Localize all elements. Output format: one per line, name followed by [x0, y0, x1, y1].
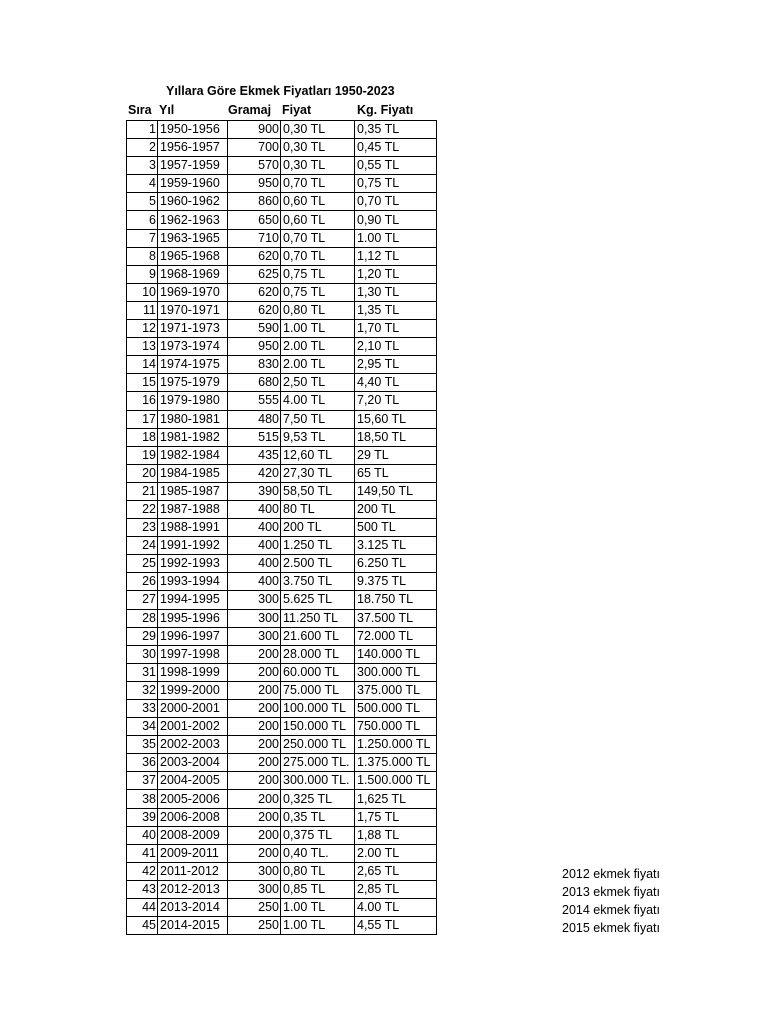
- sira-cell: 36: [127, 754, 158, 772]
- kg-fiyati-cell: 29 TL: [355, 446, 437, 464]
- sira-cell: 12: [127, 320, 158, 338]
- yil-cell: 1968-1969: [158, 265, 228, 283]
- sira-cell: 45: [127, 917, 158, 935]
- table-row: [127, 410, 437, 428]
- kg-fiyati-cell: 200 TL: [355, 500, 437, 518]
- yil-cell: 1969-1970: [158, 283, 228, 301]
- gramaj-cell: 555: [228, 392, 281, 410]
- gramaj-cell: 570: [228, 157, 281, 175]
- gramaj-cell: 250: [228, 899, 281, 917]
- fiyat-cell: 200 TL: [281, 519, 355, 537]
- kg-fiyati-cell: 2,65 TL: [355, 862, 437, 880]
- fiyat-cell: 275.000 TL.: [281, 754, 355, 772]
- fiyat-cell: 0,80 TL: [281, 862, 355, 880]
- yil-cell: 1959-1960: [158, 175, 228, 193]
- fiyat-cell: 7,50 TL: [281, 410, 355, 428]
- kg-fiyati-cell: 0,90 TL: [355, 211, 437, 229]
- fiyat-cell: 0,60 TL: [281, 193, 355, 211]
- table-row: [127, 428, 437, 446]
- table-row: [127, 609, 437, 627]
- table-row: [127, 338, 437, 356]
- table-row: [127, 392, 437, 410]
- sira-cell: 34: [127, 718, 158, 736]
- table-row: [127, 772, 437, 790]
- kg-fiyati-cell: 140.000 TL: [355, 645, 437, 663]
- gramaj-cell: 200: [228, 826, 281, 844]
- sira-cell: 42: [127, 862, 158, 880]
- kg-fiyati-cell: 1,625 TL: [355, 790, 437, 808]
- fiyat-cell: 0,30 TL: [281, 157, 355, 175]
- yil-cell: 1984-1985: [158, 464, 228, 482]
- gramaj-cell: 620: [228, 283, 281, 301]
- sira-cell: 43: [127, 880, 158, 898]
- kg-fiyati-cell: 4,55 TL: [355, 917, 437, 935]
- fiyat-cell: 150.000 TL: [281, 718, 355, 736]
- sira-cell: 1: [127, 121, 158, 139]
- gramaj-cell: 620: [228, 301, 281, 319]
- sira-cell: 4: [127, 175, 158, 193]
- table-row: [127, 880, 437, 898]
- gramaj-cell: 420: [228, 464, 281, 482]
- fiyat-cell: 0,35 TL: [281, 808, 355, 826]
- yil-cell: 1987-1988: [158, 500, 228, 518]
- sira-cell: 31: [127, 663, 158, 681]
- kg-fiyati-cell: 37.500 TL: [355, 609, 437, 627]
- gramaj-cell: 950: [228, 175, 281, 193]
- sira-cell: 28: [127, 609, 158, 627]
- sira-cell: 5: [127, 193, 158, 211]
- yil-cell: 1971-1973: [158, 320, 228, 338]
- table-row: [127, 808, 437, 826]
- sira-cell: 38: [127, 790, 158, 808]
- fiyat-cell: 0,80 TL: [281, 301, 355, 319]
- gramaj-cell: 200: [228, 844, 281, 862]
- note-2012: 2012 ekmek fiyatı: [562, 867, 660, 881]
- fiyat-cell: 0,70 TL: [281, 247, 355, 265]
- gramaj-cell: 200: [228, 681, 281, 699]
- sira-cell: 24: [127, 537, 158, 555]
- gramaj-cell: 620: [228, 247, 281, 265]
- fiyat-cell: 27,30 TL: [281, 464, 355, 482]
- fiyat-cell: 0,60 TL: [281, 211, 355, 229]
- fiyat-cell: 28.000 TL: [281, 645, 355, 663]
- kg-fiyati-cell: 72.000 TL: [355, 627, 437, 645]
- gramaj-cell: 200: [228, 790, 281, 808]
- fiyat-cell: 3.750 TL: [281, 573, 355, 591]
- yil-cell: 1994-1995: [158, 591, 228, 609]
- kg-fiyati-cell: 18.750 TL: [355, 591, 437, 609]
- yil-cell: 2014-2015: [158, 917, 228, 935]
- gramaj-cell: 200: [228, 754, 281, 772]
- fiyat-cell: 2,50 TL: [281, 374, 355, 392]
- table-row: [127, 826, 437, 844]
- table-row: [127, 374, 437, 392]
- yil-cell: 1973-1974: [158, 338, 228, 356]
- sira-cell: 10: [127, 283, 158, 301]
- sira-cell: 13: [127, 338, 158, 356]
- yil-cell: 1998-1999: [158, 663, 228, 681]
- kg-fiyati-cell: 1,70 TL: [355, 320, 437, 338]
- yil-cell: 1979-1980: [158, 392, 228, 410]
- sira-cell: 20: [127, 464, 158, 482]
- gramaj-cell: 300: [228, 609, 281, 627]
- yil-cell: 2001-2002: [158, 718, 228, 736]
- table-row: [127, 301, 437, 319]
- yil-cell: 2003-2004: [158, 754, 228, 772]
- header-gramaj: Gramaj: [228, 103, 272, 117]
- yil-cell: 1985-1987: [158, 482, 228, 500]
- kg-fiyati-cell: 0,35 TL: [355, 121, 437, 139]
- kg-fiyati-cell: 1,35 TL: [355, 301, 437, 319]
- table-row: [127, 627, 437, 645]
- table-row: [127, 844, 437, 862]
- sira-cell: 39: [127, 808, 158, 826]
- kg-fiyati-cell: 1.00 TL: [355, 229, 437, 247]
- gramaj-cell: 300: [228, 627, 281, 645]
- gramaj-cell: 680: [228, 374, 281, 392]
- table-row: [127, 175, 437, 193]
- kg-fiyati-cell: 500 TL: [355, 519, 437, 537]
- note-2013: 2013 ekmek fiyatı: [562, 885, 660, 899]
- table-row: [127, 500, 437, 518]
- table-row: [127, 482, 437, 500]
- fiyat-cell: 9,53 TL: [281, 428, 355, 446]
- fiyat-cell: 1.00 TL: [281, 917, 355, 935]
- yil-cell: 1997-1998: [158, 645, 228, 663]
- fiyat-cell: 2.500 TL: [281, 555, 355, 573]
- sira-cell: 9: [127, 265, 158, 283]
- fiyat-cell: 100.000 TL: [281, 700, 355, 718]
- table-row: [127, 211, 437, 229]
- kg-fiyati-cell: 2,95 TL: [355, 356, 437, 374]
- gramaj-cell: 435: [228, 446, 281, 464]
- kg-fiyati-cell: 149,50 TL: [355, 482, 437, 500]
- sira-cell: 15: [127, 374, 158, 392]
- kg-fiyati-cell: 15,60 TL: [355, 410, 437, 428]
- fiyat-cell: 60.000 TL: [281, 663, 355, 681]
- gramaj-cell: 250: [228, 917, 281, 935]
- table-row: [127, 700, 437, 718]
- sira-cell: 7: [127, 229, 158, 247]
- fiyat-cell: 21.600 TL: [281, 627, 355, 645]
- yil-cell: 1963-1965: [158, 229, 228, 247]
- fiyat-cell: 4.00 TL: [281, 392, 355, 410]
- yil-cell: 1960-1962: [158, 193, 228, 211]
- fiyat-cell: 0,75 TL: [281, 265, 355, 283]
- gramaj-cell: 480: [228, 410, 281, 428]
- kg-fiyati-cell: 18,50 TL: [355, 428, 437, 446]
- yil-cell: 1991-1992: [158, 537, 228, 555]
- fiyat-cell: 5.625 TL: [281, 591, 355, 609]
- yil-cell: 1981-1982: [158, 428, 228, 446]
- fiyat-cell: 0,85 TL: [281, 880, 355, 898]
- fiyat-cell: 2.00 TL: [281, 338, 355, 356]
- gramaj-cell: 625: [228, 265, 281, 283]
- fiyat-cell: 0,30 TL: [281, 139, 355, 157]
- sira-cell: 27: [127, 591, 158, 609]
- gramaj-cell: 400: [228, 555, 281, 573]
- yil-cell: 2013-2014: [158, 899, 228, 917]
- table-row: [127, 718, 437, 736]
- gramaj-cell: 950: [228, 338, 281, 356]
- fiyat-cell: 58,50 TL: [281, 482, 355, 500]
- page-title: Yıllara Göre Ekmek Fiyatları 1950-2023: [166, 84, 395, 98]
- table-row: [127, 754, 437, 772]
- gramaj-cell: 200: [228, 736, 281, 754]
- sira-cell: 33: [127, 700, 158, 718]
- yil-cell: 1956-1957: [158, 139, 228, 157]
- yil-cell: 1957-1959: [158, 157, 228, 175]
- sira-cell: 40: [127, 826, 158, 844]
- yil-cell: 1993-1994: [158, 573, 228, 591]
- yil-cell: 2000-2001: [158, 700, 228, 718]
- kg-fiyati-cell: 375.000 TL: [355, 681, 437, 699]
- yil-cell: 2009-2011: [158, 844, 228, 862]
- gramaj-cell: 200: [228, 700, 281, 718]
- sira-cell: 44: [127, 899, 158, 917]
- table-row: [127, 862, 437, 880]
- table-row: [127, 917, 437, 935]
- header-kg-fiyati: Kg. Fiyatı: [357, 103, 414, 117]
- kg-fiyati-cell: 9.375 TL: [355, 573, 437, 591]
- gramaj-cell: 590: [228, 320, 281, 338]
- yil-cell: 1965-1968: [158, 247, 228, 265]
- table-row: [127, 446, 437, 464]
- table-row: [127, 591, 437, 609]
- gramaj-cell: 400: [228, 573, 281, 591]
- sira-cell: 17: [127, 410, 158, 428]
- table-row: [127, 899, 437, 917]
- fiyat-cell: 0,70 TL: [281, 229, 355, 247]
- gramaj-cell: 400: [228, 500, 281, 518]
- yil-cell: 2011-2012: [158, 862, 228, 880]
- yil-cell: 1980-1981: [158, 410, 228, 428]
- gramaj-cell: 700: [228, 139, 281, 157]
- fiyat-cell: 300.000 TL.: [281, 772, 355, 790]
- yil-cell: 2004-2005: [158, 772, 228, 790]
- gramaj-cell: 390: [228, 482, 281, 500]
- table-row: [127, 537, 437, 555]
- sira-cell: 32: [127, 681, 158, 699]
- sira-cell: 30: [127, 645, 158, 663]
- sira-cell: 6: [127, 211, 158, 229]
- fiyat-cell: 1.250 TL: [281, 537, 355, 555]
- gramaj-cell: 400: [228, 519, 281, 537]
- gramaj-cell: 300: [228, 862, 281, 880]
- fiyat-cell: 250.000 TL: [281, 736, 355, 754]
- table-row: [127, 736, 437, 754]
- kg-fiyati-cell: 1,30 TL: [355, 283, 437, 301]
- gramaj-cell: 900: [228, 121, 281, 139]
- fiyat-cell: 0,75 TL: [281, 283, 355, 301]
- sira-cell: 29: [127, 627, 158, 645]
- gramaj-cell: 300: [228, 880, 281, 898]
- fiyat-cell: 2.00 TL: [281, 356, 355, 374]
- kg-fiyati-cell: 6.250 TL: [355, 555, 437, 573]
- kg-fiyati-cell: 750.000 TL: [355, 718, 437, 736]
- gramaj-cell: 200: [228, 663, 281, 681]
- gramaj-cell: 860: [228, 193, 281, 211]
- table-row: [127, 157, 437, 175]
- table-row: [127, 229, 437, 247]
- sira-cell: 26: [127, 573, 158, 591]
- sira-cell: 37: [127, 772, 158, 790]
- yil-cell: 1950-1956: [158, 121, 228, 139]
- fiyat-cell: 1.00 TL: [281, 899, 355, 917]
- sira-cell: 2: [127, 139, 158, 157]
- kg-fiyati-cell: 1.375.000 TL: [355, 754, 437, 772]
- table-row: [127, 121, 437, 139]
- sira-cell: 23: [127, 519, 158, 537]
- kg-fiyati-cell: 0,45 TL: [355, 139, 437, 157]
- sira-cell: 19: [127, 446, 158, 464]
- yil-cell: 1995-1996: [158, 609, 228, 627]
- kg-fiyati-cell: 1,20 TL: [355, 265, 437, 283]
- fiyat-cell: 1.00 TL: [281, 320, 355, 338]
- gramaj-cell: 200: [228, 718, 281, 736]
- kg-fiyati-cell: 0,75 TL: [355, 175, 437, 193]
- table-row: [127, 320, 437, 338]
- gramaj-cell: 300: [228, 591, 281, 609]
- table-row: [127, 193, 437, 211]
- kg-fiyati-cell: 1,75 TL: [355, 808, 437, 826]
- sira-cell: 11: [127, 301, 158, 319]
- kg-fiyati-cell: 1.500.000 TL: [355, 772, 437, 790]
- table-row: [127, 573, 437, 591]
- sira-cell: 21: [127, 482, 158, 500]
- yil-cell: 2005-2006: [158, 790, 228, 808]
- kg-fiyati-cell: 4.00 TL: [355, 899, 437, 917]
- fiyat-cell: 0,375 TL: [281, 826, 355, 844]
- gramaj-cell: 515: [228, 428, 281, 446]
- table-row: [127, 663, 437, 681]
- fiyat-cell: 75.000 TL: [281, 681, 355, 699]
- header-fiyat: Fiyat: [282, 103, 312, 117]
- table-row: [127, 464, 437, 482]
- kg-fiyati-cell: 3.125 TL: [355, 537, 437, 555]
- yil-cell: 2006-2008: [158, 808, 228, 826]
- kg-fiyati-cell: 300.000 TL: [355, 663, 437, 681]
- yil-cell: 2012-2013: [158, 880, 228, 898]
- fiyat-cell: 12,60 TL: [281, 446, 355, 464]
- fiyat-cell: 0,40 TL.: [281, 844, 355, 862]
- sira-cell: 3: [127, 157, 158, 175]
- header-sira: Sıra: [128, 103, 152, 117]
- kg-fiyati-cell: 65 TL: [355, 464, 437, 482]
- kg-fiyati-cell: 0,70 TL: [355, 193, 437, 211]
- yil-cell: 2008-2009: [158, 826, 228, 844]
- sira-cell: 16: [127, 392, 158, 410]
- kg-fiyati-cell: 7,20 TL: [355, 392, 437, 410]
- table-row: [127, 681, 437, 699]
- sira-cell: 14: [127, 356, 158, 374]
- gramaj-cell: 830: [228, 356, 281, 374]
- fiyat-cell: 0,325 TL: [281, 790, 355, 808]
- fiyat-cell: 0,30 TL: [281, 121, 355, 139]
- note-2014: 2014 ekmek fiyatı: [562, 903, 660, 917]
- table-row: [127, 139, 437, 157]
- yil-cell: 1999-2000: [158, 681, 228, 699]
- fiyat-cell: 0,70 TL: [281, 175, 355, 193]
- yil-cell: 1996-1997: [158, 627, 228, 645]
- gramaj-cell: 650: [228, 211, 281, 229]
- table-row: [127, 265, 437, 283]
- table-row: [127, 555, 437, 573]
- table-row: [127, 519, 437, 537]
- kg-fiyati-cell: 1,12 TL: [355, 247, 437, 265]
- header-yil: Yıl: [159, 103, 175, 117]
- yil-cell: 1975-1979: [158, 374, 228, 392]
- kg-fiyati-cell: 1.250.000 TL: [355, 736, 437, 754]
- sira-cell: 25: [127, 555, 158, 573]
- gramaj-cell: 400: [228, 537, 281, 555]
- note-2015: 2015 ekmek fiyatı: [562, 921, 660, 935]
- gramaj-cell: 200: [228, 772, 281, 790]
- kg-fiyati-cell: 2,85 TL: [355, 880, 437, 898]
- sira-cell: 8: [127, 247, 158, 265]
- yil-cell: 1988-1991: [158, 519, 228, 537]
- gramaj-cell: 710: [228, 229, 281, 247]
- kg-fiyati-cell: 2.00 TL: [355, 844, 437, 862]
- yil-cell: 1970-1971: [158, 301, 228, 319]
- table-row: [127, 645, 437, 663]
- fiyat-cell: 80 TL: [281, 500, 355, 518]
- bread-price-table: [126, 120, 437, 935]
- yil-cell: 1974-1975: [158, 356, 228, 374]
- fiyat-cell: 11.250 TL: [281, 609, 355, 627]
- table-row: [127, 790, 437, 808]
- kg-fiyati-cell: 500.000 TL: [355, 700, 437, 718]
- kg-fiyati-cell: 1,88 TL: [355, 826, 437, 844]
- yil-cell: 1982-1984: [158, 446, 228, 464]
- table-row: [127, 247, 437, 265]
- gramaj-cell: 200: [228, 808, 281, 826]
- yil-cell: 1962-1963: [158, 211, 228, 229]
- gramaj-cell: 200: [228, 645, 281, 663]
- yil-cell: 1992-1993: [158, 555, 228, 573]
- yil-cell: 2002-2003: [158, 736, 228, 754]
- kg-fiyati-cell: 4,40 TL: [355, 374, 437, 392]
- kg-fiyati-cell: 2,10 TL: [355, 338, 437, 356]
- sira-cell: 22: [127, 500, 158, 518]
- sira-cell: 18: [127, 428, 158, 446]
- kg-fiyati-cell: 0,55 TL: [355, 157, 437, 175]
- table-row: [127, 283, 437, 301]
- table-row: [127, 356, 437, 374]
- sira-cell: 41: [127, 844, 158, 862]
- sira-cell: 35: [127, 736, 158, 754]
